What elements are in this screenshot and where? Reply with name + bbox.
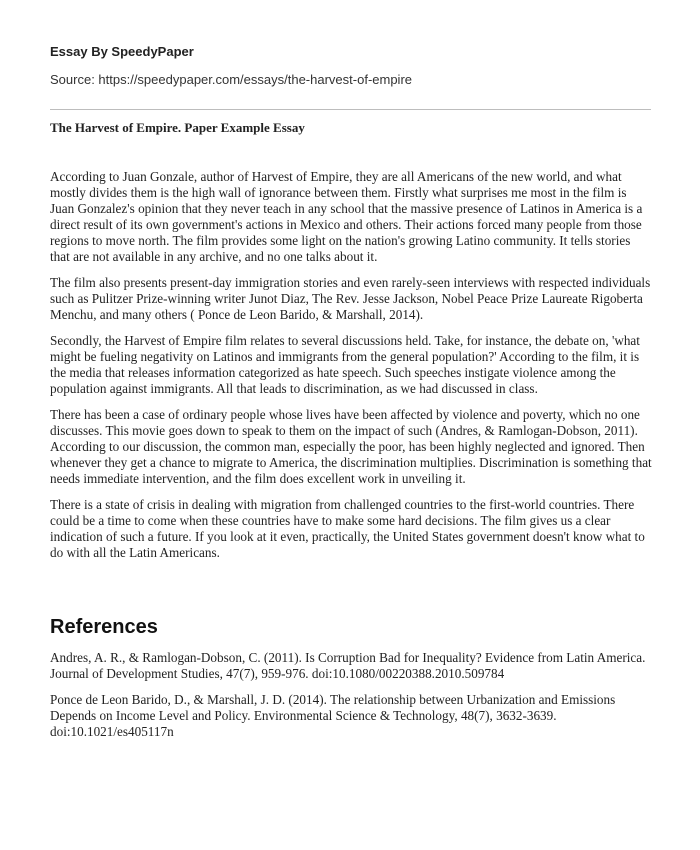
source-line: Source: https://speedypaper.com/essays/the-harvest-of-empire <box>50 72 413 87</box>
essay-paragraph: According to Juan Gonzale, author of Harvest of Empire, they are all Americans of the new world, and what mostly divides them is the high wall of ignorance between them. Firstly what surprises me most in the film is Juan Gonzalez's opinion that they never teach in any school that the massive presence of Latinos in America is a direct result of its own government's actions in Mexico and others. Their actions forced many people from those regions to move north. The film provides some light on the nation's growing Latino community. It tells stories that are not available in any archive, and no one talks about it. <box>50 169 643 264</box>
essay-paragraph: There has been a case of ordinary people whose lives have been affected by violence and poverty, which no one discusses. This movie goes down to speak to them on the impact of such (Andres, & Ramlogan-Dobson, 2011). According to our discussion, the common man, especially the poor, has been highly neglected and ignored. Then whenever they get a chance to migrate to America, the discrimination multiplies. Discrimination is something that needs immediate intervention, and the film does excellent work in unveiling it. <box>50 407 652 486</box>
header-divider <box>50 109 651 110</box>
essay-title: The Harvest of Empire. Paper Example Essay <box>50 120 305 135</box>
references-heading: References <box>50 616 158 638</box>
reference-item: Ponce de Leon Barido, D., & Marshall, J. D. (2014). The relationship between Urbanization and Emissions Depends on Income Level and Policy. Environmental Science & Technology, 48(7), 3632-3639. doi:10.1021/es405117n <box>50 692 616 739</box>
essay-author-line: Essay By SpeedyPaper <box>50 44 194 59</box>
essay-paragraph: There is a state of crisis in dealing with migration from challenged countries to the first-world countries. There could be a time to come when these countries have to make some hard decisions. The film gives us a clear indication of such a future. If you look at it even, practically, the United States government doesn't know what to do with all the Latin Americans. <box>50 497 645 560</box>
reference-item: Andres, A. R., & Ramlogan-Dobson, C. (2011). Is Corruption Bad for Inequality? Evidence from Latin America. Journal of Development Studies, 47(7), 959-976. doi:10.1080/00220388.2010.509784 <box>50 650 646 681</box>
essay-paragraph: The film also presents present-day immigration stories and even rarely-seen interviews with respected individuals such as Pulitzer Prize-winning writer Junot Diaz, The Rev. Jesse Jackson, Nobel Peace Prize Laureate Rigoberta Menchu, and many others ( Ponce de Leon Barido, & Marshall, 2014). <box>50 275 651 322</box>
essay-body <box>50 169 652 571</box>
references-list <box>50 650 652 750</box>
essay-paragraph: Secondly, the Harvest of Empire film relates to several discussions held. Take, for instance, the debate on, 'what might be fueling negativity on Latinos and immigrants from the general population?' According to the film, it is the media that releases information categorized as hate speech. Such speeches instigate violence among the population against immigrants. All that leads to discrimination, as we had discussed in class. <box>50 333 640 396</box>
